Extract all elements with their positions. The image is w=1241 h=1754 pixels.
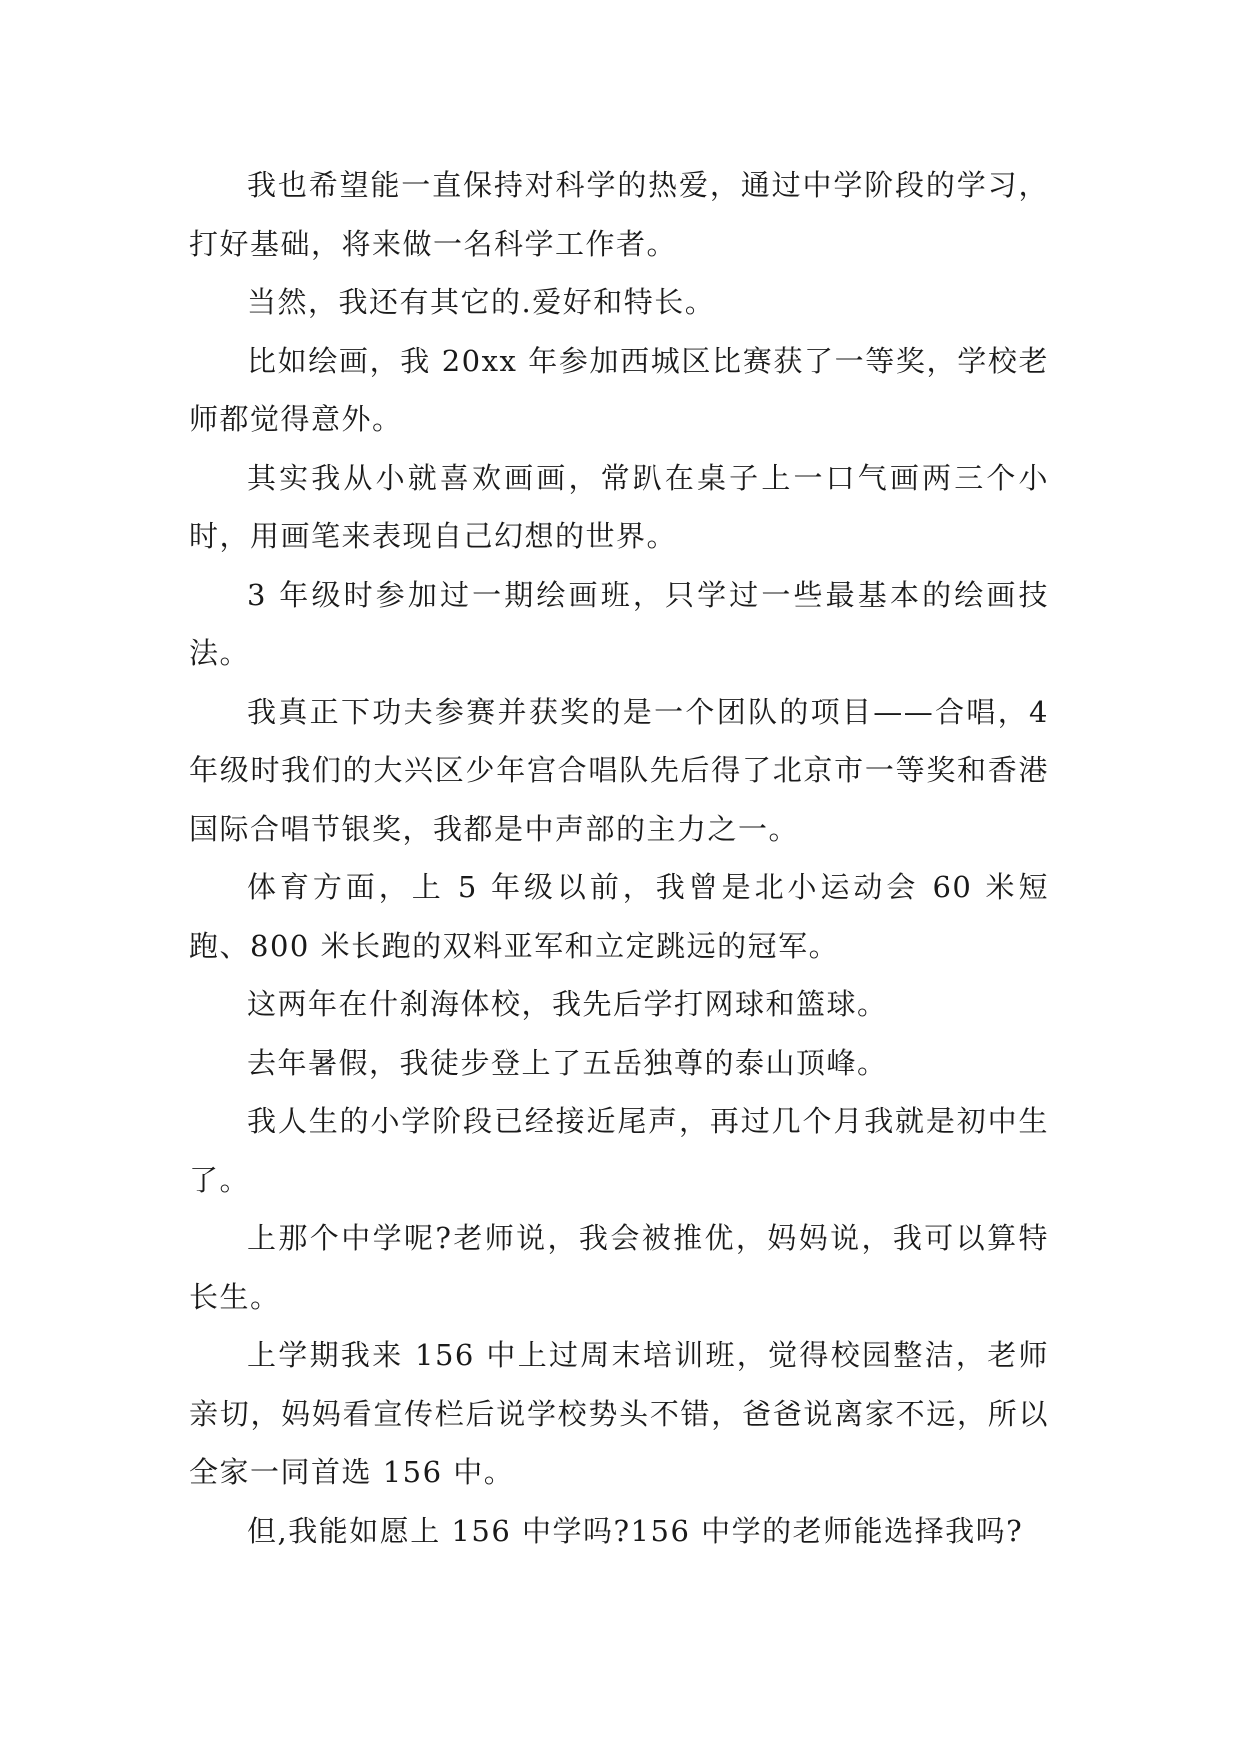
paragraph-9: 去年暑假，我徒步登上了五岳独尊的泰山顶峰。 (247, 1045, 888, 1080)
paragraph-2: 当然，我还有其它的.爱好和特长。 (247, 285, 716, 319)
paragraph-11: 上那个中学呢?老师说，我会被推优，妈妈说，我可以算特长生。 (189, 1221, 1049, 1314)
paragraph-1: 我也希望能一直保持对科学的热爱，通过中学阶段的学习，打好基础，将来做一名科学工作者。 (189, 168, 1049, 261)
document-page (189, 156, 1049, 1560)
paragraph-5: 3 年级时参加过一期绘画班，只学过一些最基本的绘画技法。 (189, 577, 1049, 670)
paragraph-10: 我人生的小学阶段已经接近尾声，再过几个月我就是初中生了。 (189, 1104, 1049, 1197)
paragraph-6: 我真正下功夫参赛并获奖的是一个团队的项目——合唱，4 年级时我们的大兴区少年宫合唱队先后得了北京市一等奖和香港国际合唱节银奖，我都是中声部的主力之一。 (189, 694, 1049, 846)
paragraph-3: 比如绘画，我 20xx 年参加西城区比赛获了一等奖，学校老师都觉得意外。 (189, 343, 1049, 436)
paragraph-12: 上学期我来 156 中上过周末培训班，觉得校园整洁，老师亲切，妈妈看宣传栏后说学校势头不错，爸爸说离家不远，所以全家一同首选 156 中。 (189, 1338, 1049, 1489)
paragraph-7: 体育方面，上 5 年级以前，我曾是北小运动会 60 米短跑、800 米长跑的双料亚军和立定跳远的冠军。 (189, 870, 1049, 963)
paragraph-13: 但,我能如愿上 156 中学吗?156 中学的老师能选择我吗? (247, 1513, 1024, 1548)
paragraph-4: 其实我从小就喜欢画画，常趴在桌子上一口气画两三个小时，用画笔来表现自己幻想的世界。 (189, 460, 1049, 553)
paragraph-8: 这两年在什刹海体校，我先后学打网球和篮球。 (247, 987, 888, 1021)
